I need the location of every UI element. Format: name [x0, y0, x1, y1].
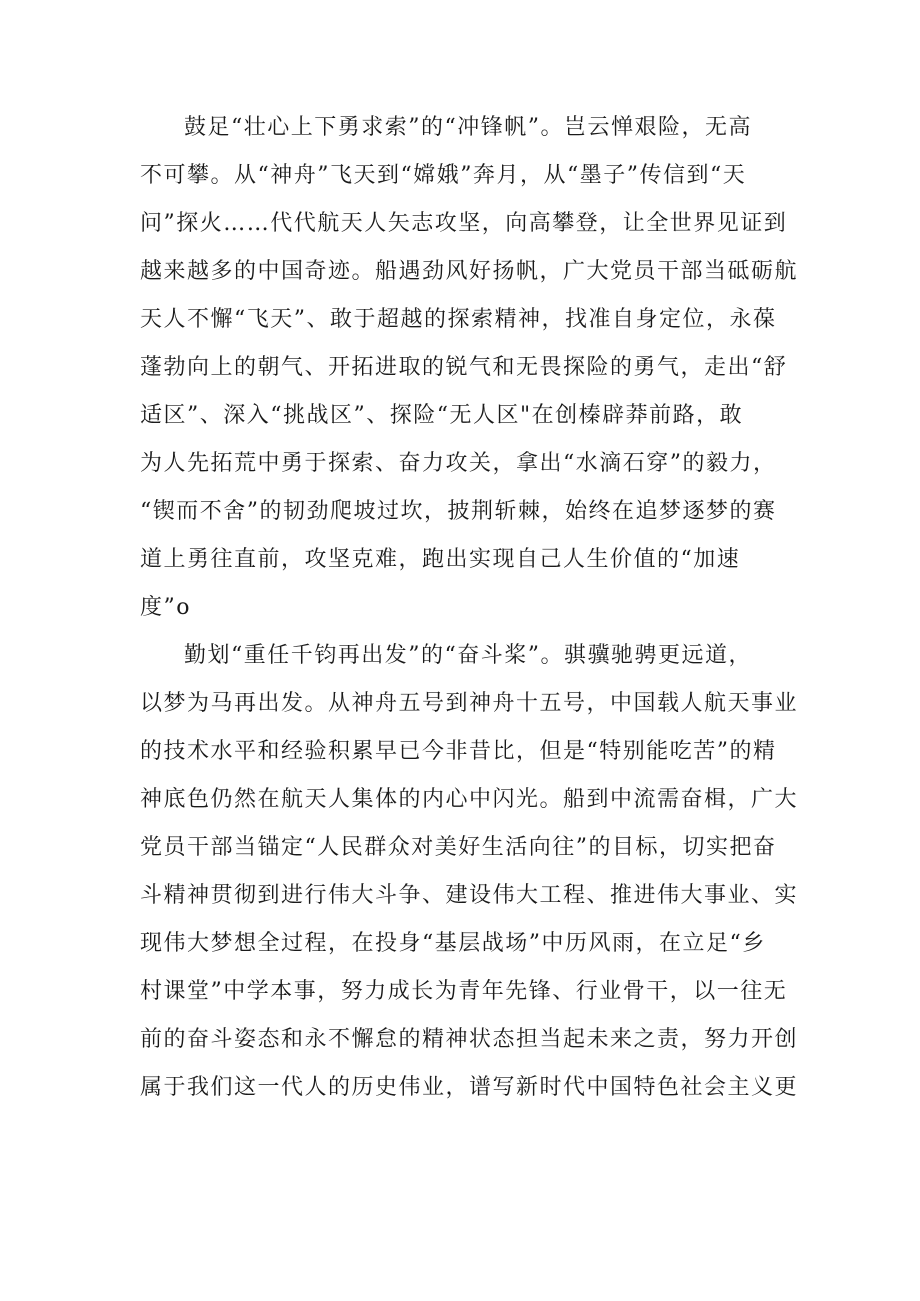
text-line: 适区”、深入“挑战区”、探险“无人区"在创榛辟莽前路，敢: [140, 403, 744, 428]
text-line: 问”探火……代代航天人矢志攻坚，向高攀登，让全世界见证到: [140, 211, 788, 236]
text-line: 鼓足“壮心上下勇求索”的“冲锋帆”。岂云惮艰险，无高: [184, 115, 752, 140]
text-line: 度”o: [140, 595, 191, 620]
text-line: 神底色仍然在航天人集体的内心中闪光。船到中流需奋楫，广大: [140, 787, 799, 812]
text-line: “锲而不舍”的韧劲爬坡过坎，披荆斩棘，始终在追梦逐梦的赛: [140, 499, 777, 524]
text-line: 前的奋斗姿态和永不懈怠的精神状态担当起未来之责，努力开创: [140, 1027, 799, 1052]
text-line: 属于我们这一代人的历史伟业，谱写新时代中国特色社会主义更: [140, 1075, 799, 1100]
text-line: 为人先拓荒中勇于探索、奋力攻关，拿出“水滴石穿”的毅力，: [140, 451, 777, 476]
text-line: 勤划“重任千钧再出发”的“奋斗桨”。骐骥驰骋更远道，: [184, 643, 752, 668]
text-line: 的技术水平和经验积累早已今非昔比，但是“特别能吃苦”的精: [140, 739, 777, 764]
text-line: 蓬勃向上的朝气、开拓进取的锐气和无畏探险的勇气，走出“舒: [140, 355, 788, 380]
text-line: 以梦为马再出发。从神舟五号到神舟十五号，中国载人航天事业: [140, 691, 799, 716]
text-line: 党员干部当锚定“人民群众对美好生活向往”的目标，切实把奋: [140, 835, 777, 860]
text-line: 不可攀。从“神舟”飞天到“嫦娥”奔月，从“墨子”传信到“天: [140, 163, 747, 188]
text-line: 越来越多的中国奇迹。船遇劲风好扬帆，广大党员干部当砥砺航: [140, 259, 799, 284]
text-line: 村课堂”中学本事，努力成长为青年先锋、行业骨干，以一往无: [140, 979, 788, 1004]
text-line: 斗精神贯彻到进行伟大斗争、建设伟大工程、推进伟大事业、实: [140, 883, 799, 908]
text-line: 天人不懈“飞天”、敢于超越的探索精神，找准自身定位，永葆: [140, 307, 777, 332]
text-line: 道上勇往直前，攻坚克难，跑出实现自己人生价值的“加速: [140, 547, 741, 572]
text-line: 现伟大梦想全过程，在投身“基层战场”中历风雨，在立足“乡: [140, 931, 766, 956]
